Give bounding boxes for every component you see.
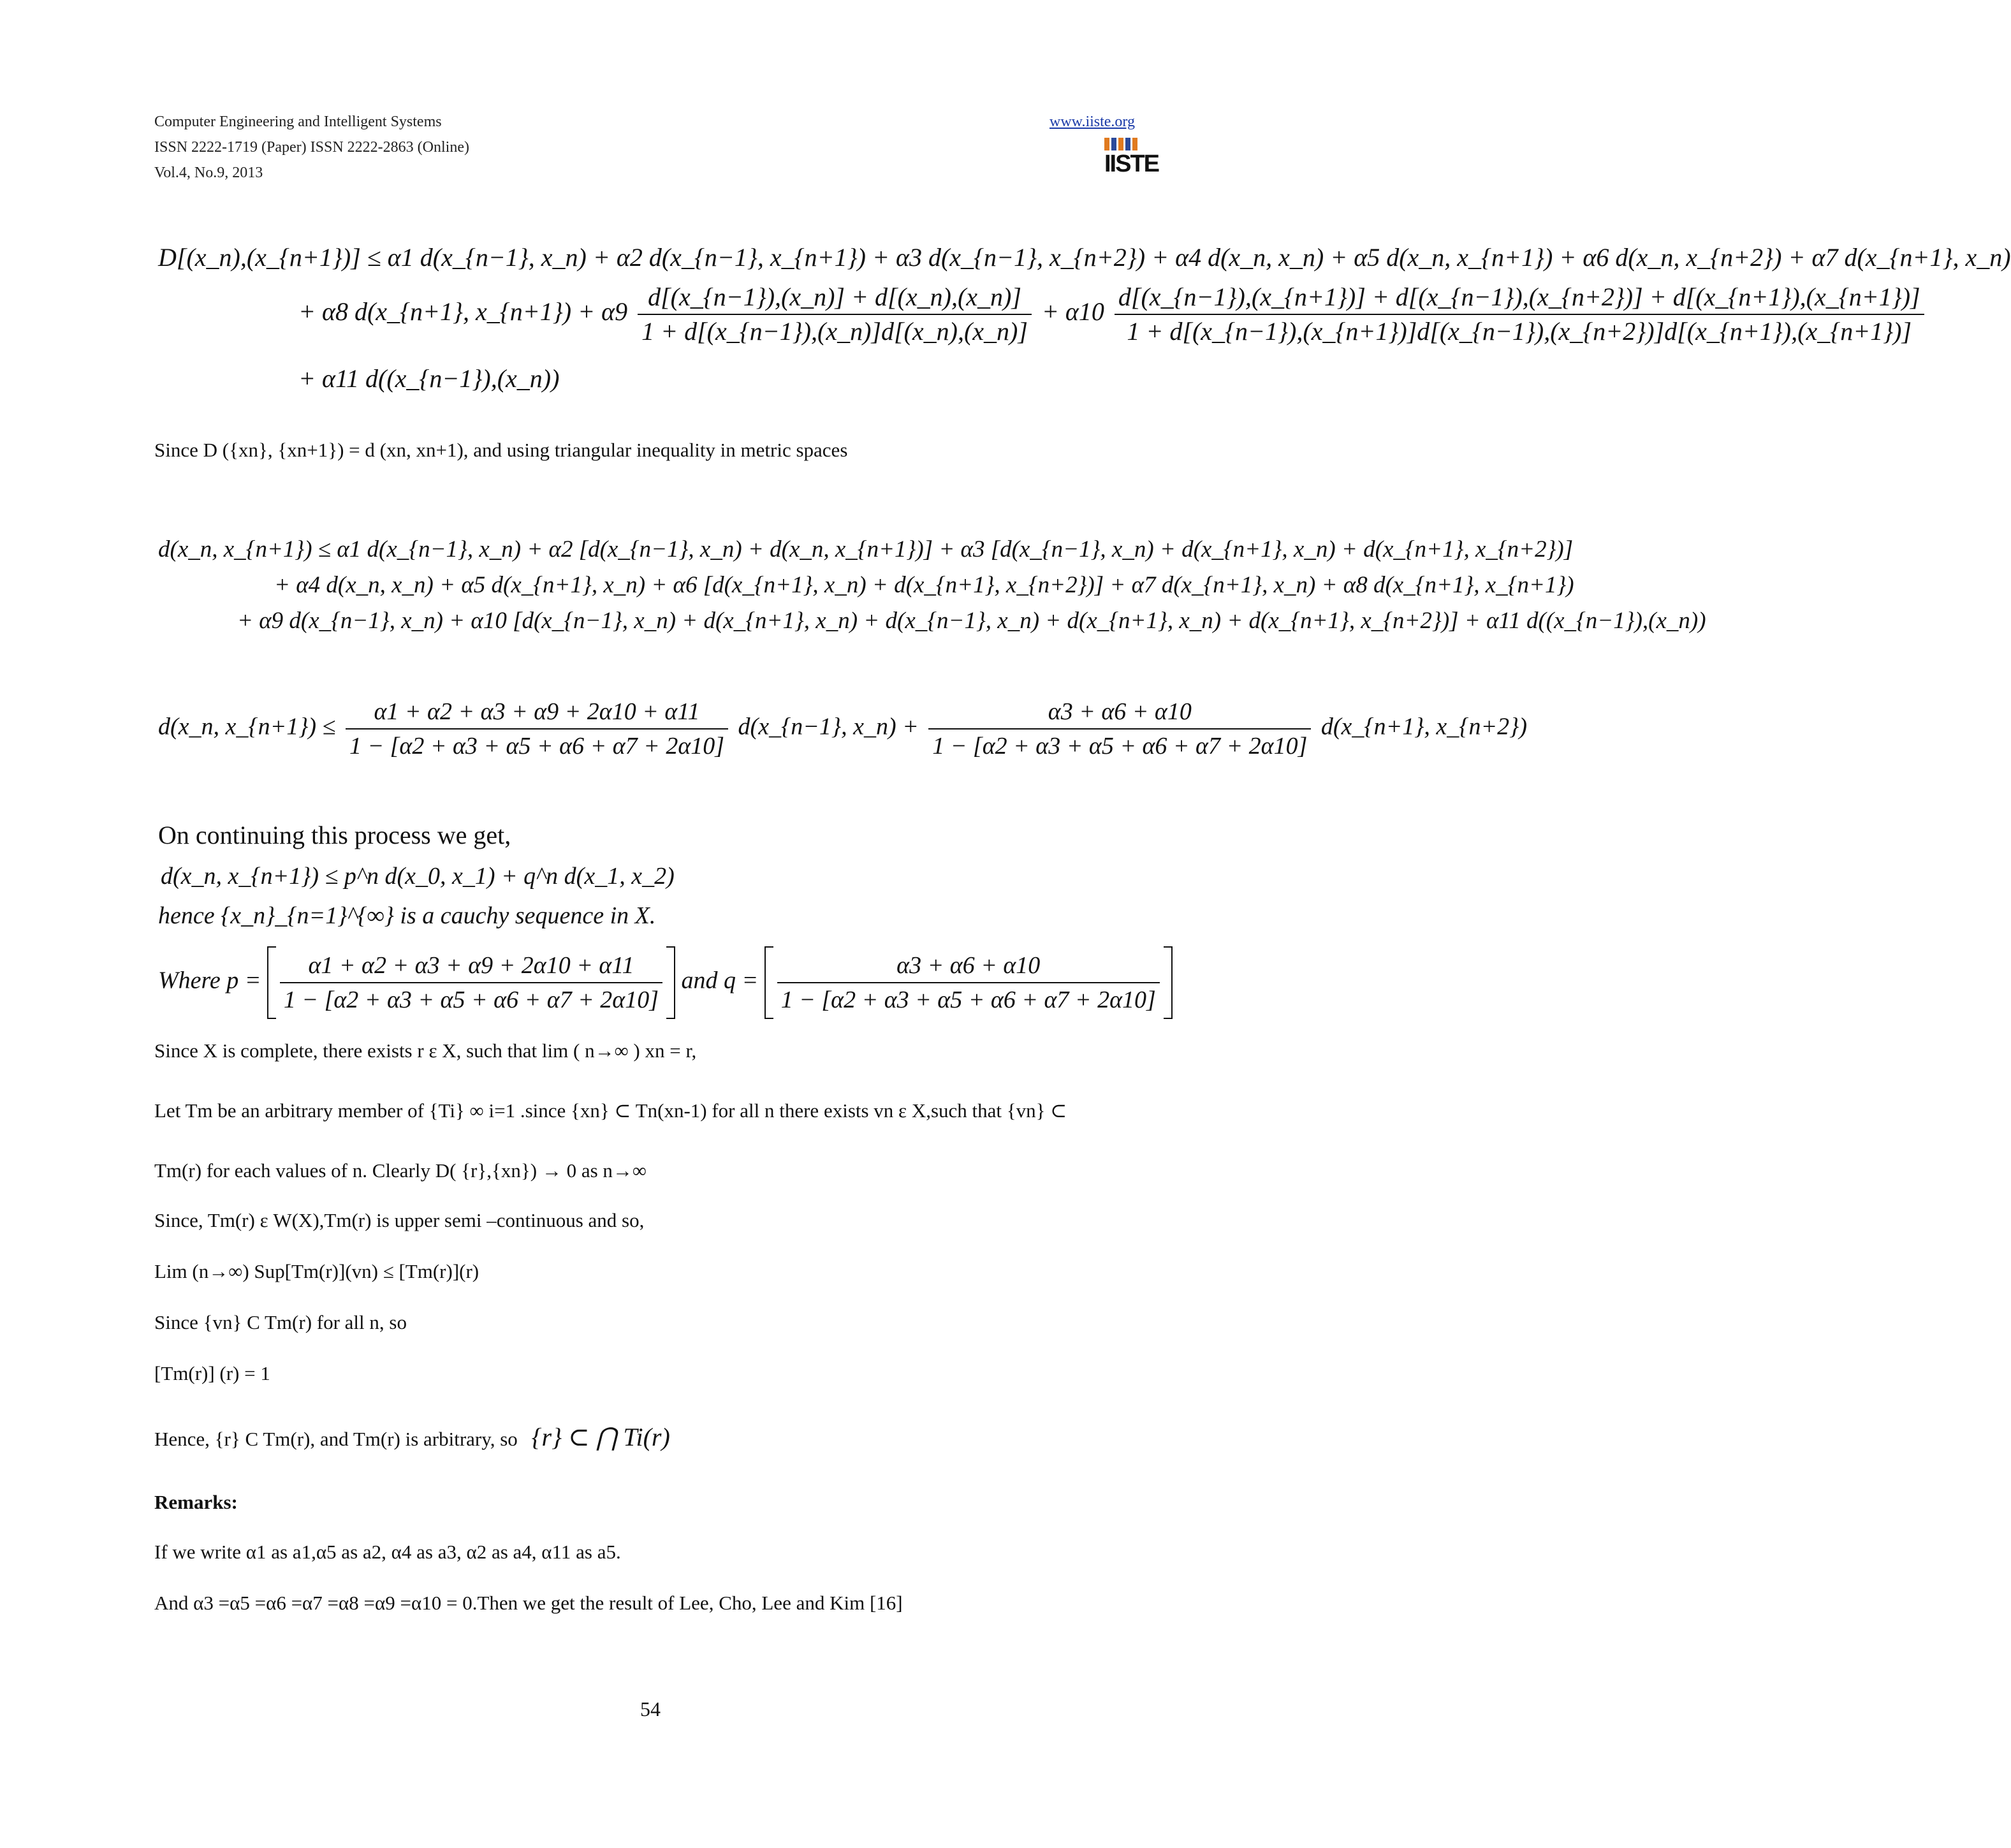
iiste-logo: IISTE — [1104, 138, 1145, 182]
equation-2-line-3: + α9 d(x_{n−1}, x_n) + α10 [d(x_{n−1}, x_n) + d(x_{n+1}, x_n) + d(x_{n−1}, x_n) + d(x_{n+1}, x_n) + d(x_{n+1}, x_{n+2})] + α11 d((x_{n−1}),(x_n)) — [237, 608, 1706, 634]
fraction: $\frac{\alpha 3 + \alpha 6 + \alpha 10}{1 - [\alpha 2 + \alpha 3 + \alpha 5 + \alpha 6 + \alpha 7 + 2\alpha 10]}$ — [777, 949, 1160, 1016]
since-tm-text: Since, Tm(r) ε W(X),Tm(r) is upper semi –continuous and so, — [154, 1209, 645, 1231]
fraction: d[(x_{n−1}),(x_{n+1})] + d[(x_{n−1}),(x_{n+2})] + d[(x_{n+1}),(x_{n+1})] 1 + d[(x_{n−1}),(x_{n+1})]d[(x_{n−1}),(x_{n+2})]d[(x_{n+1}),(x_{n+1})] — [1115, 281, 1924, 348]
remarks-line-1: If we write α1 as a1,α5 as a2, α4 as a3, α2 as a4, α11 as a5. — [154, 1541, 621, 1563]
remarks-line-2: And α3 =α5 =α6 =α7 =α8 =α9 =α10 = 0.Then we get the result of Lee, Cho, Lee and Kim [16] — [154, 1592, 903, 1614]
tm-equals-one: [Tm(r)] (r) = 1 — [154, 1362, 270, 1384]
remarks-title: Remarks: — [154, 1491, 238, 1513]
lim-text: Lim (n→∞) Sup[Tm(r)](vn) ≤ [Tm(r)](r) — [154, 1260, 479, 1282]
fraction: $\frac{\alpha 1 + \alpha 2 + \alpha 3 + \alpha 9 + 2\alpha 10 + \alpha 11}{1 - [\alpha 2 + \alpha 3 + \alpha 5 + \alpha 6 + \alpha 7 + 2\alpha 10]}$ — [346, 695, 728, 763]
let-Tm-text: Let Tm be an arbitrary member of {Ti} ∞ i=1 .since {xn} ⊂ Tn(xn-1) for all n there exists vn ε X,such that {vn} ⊂ — [154, 1099, 1067, 1122]
continuing-intro: On continuing this process we get, — [158, 821, 511, 849]
hence-r-text: Hence, {r} C Tm(r), and Tm(r) is arbitrary, so {r} ⊂ ⋂ Ti(r) — [154, 1423, 670, 1451]
journal-title: Computer Engineering and Intelligent Systems — [154, 114, 442, 130]
page-number: 54 — [640, 1698, 661, 1720]
since-X-text: Since X is complete, there exists r ε X, such that lim ( n→∞ ) xn = r, — [154, 1039, 697, 1062]
equation-2-line-2: + α4 d(x_n, x_n) + α5 d(x_{n+1}, x_n) + α6 [d(x_{n+1}, x_n) + d(x_{n+1}, x_{n+2})] + α7 d(x_{n+1}, x_n) + α8 d(x_{n+1}, x_{n+1}) — [274, 572, 1574, 598]
equation-1-line-1: D[(x_n),(x_{n+1})] ≤ α1 d(x_{n−1}, x_n) + α2 d(x_{n−1}, x_{n+1}) + α3 d(x_{n−1}, x_{n+2}) + α4 d(x_n, x_n) + α5 d(x_n, x_{n+1}) + α6 d(x_n, x_{n+2}) + α7 d(x_{n+1}, x_n) — [158, 243, 2011, 272]
equation-1-line-2: + α8 d(x_{n+1}, x_{n+1}) + α9 $\frac{d[(x\_\{n-1\}),(x\_n)] + d[(x\_n),(x\_n)]}{1 + d[(x\_\{n-1\}),(x\_n)]d[(x\_n),(x\_n)]}$ + α10 d[(x_{n−1}),(x_{n+1})] + d[(x_{n−1}),(x_{n+2})] + d[(x_{n+1}),(x_{n+1})] 1 + d[(x_{n−1}),(x_{n+1})]d[(x_{n−1}),(x_{n+2})]d[(x_{n+1}),(x_{n+1})] — [298, 281, 1928, 348]
fraction: $\frac{d[(x\_\{n-1\}),(x\_n)] + d[(x\_n),(x\_n)]}{1 + d[(x\_\{n-1\}),(x\_n)]d[(x\_n),(x\_n)]}$ — [638, 281, 1032, 348]
equation-2-line-1: d(x_n, x_{n+1}) ≤ α1 d(x_{n−1}, x_n) + α2 [d(x_{n−1}, x_n) + d(x_n, x_{n+1})] + α3 [d(x_{n−1}, x_n) + d(x_{n+1}, x_n) + d(x_{n+1}, x_{n+2})] — [158, 536, 1574, 562]
tm-r-each-text: Tm(r) for each values of n. Clearly D( {r},{xn}) → 0 as n→∞ — [154, 1159, 647, 1182]
fraction: $\frac{\alpha 3 + \alpha 6 + \alpha 10}{1 - [\alpha 2 + \alpha 3 + \alpha 5 + \alpha 6 + \alpha 7 + 2\alpha 10]}$ — [928, 695, 1311, 763]
cauchy-statement: hence {x_n}_{n=1}^{∞} is a cauchy sequence in X. — [158, 902, 656, 929]
website-link[interactable]: www.iiste.org — [1049, 114, 1135, 130]
journal-issn: ISSN 2222-1719 (Paper) ISSN 2222-2863 (Online) — [154, 139, 469, 156]
since-vn-text: Since {vn} C Tm(r) for all n, so — [154, 1311, 407, 1333]
fraction: $\frac{\alpha 1 + \alpha 2 + \alpha 3 + \alpha 9 + 2\alpha 10 + \alpha 11}{1 - [\alpha 2 + \alpha 3 + \alpha 5 + \alpha 6 + \alpha 7 + 2\alpha 10]}$ — [280, 949, 662, 1016]
continuing-inequality: d(x_n, x_{n+1}) ≤ p^n d(x_0, x_1) + q^n d(x_1, x_2) — [161, 863, 675, 890]
journal-volume: Vol.4, No.9, 2013 — [154, 165, 263, 181]
since-D-text: Since D ({xn}, {xn+1}) = d (xn, xn+1), and using triangular inequality in metric spaces — [154, 439, 848, 461]
intersection-formula: {r} ⊂ ⋂ Ti(r) — [531, 1423, 670, 1451]
equation-3: d(x_n, x_{n+1}) ≤ $\frac{\alpha 1 + \alpha 2 + \alpha 3 + \alpha 9 + 2\alpha 10 + \alpha 11}{1 - [\alpha 2 + \alpha 3 + \alpha 5 + \alpha 6 + \alpha 7 + 2\alpha 10]}$ d(x_{n−1}, x_n) + $\frac{\alpha 3 + \alpha 6 + \alpha 10}{1 - [\alpha 2 + \alpha 3 + \alpha 5 + \alpha 6 + \alpha 7 + 2\alpha 10]}$ d(x_{n+1}, x_{n+2}) — [158, 695, 1527, 763]
equation-1-line-3: + α11 d((x_{n−1}),(x_n)) — [298, 364, 560, 393]
where-p-q: Where p = $\frac{\alpha 1 + \alpha 2 + \alpha 3 + \alpha 9 + 2\alpha 10 + \alpha 11}{1 - [\alpha 2 + \alpha 3 + \alpha 5 + \alpha 6 + \alpha 7 + 2\alpha 10]}$ and q = $\frac{\alpha 3 + \alpha 6 + \alpha 10}{1 - [\alpha 2 + \alpha 3 + \alpha 5 + \alpha 6 + \alpha 7 + 2\alpha 10]}$ — [158, 946, 1173, 1019]
